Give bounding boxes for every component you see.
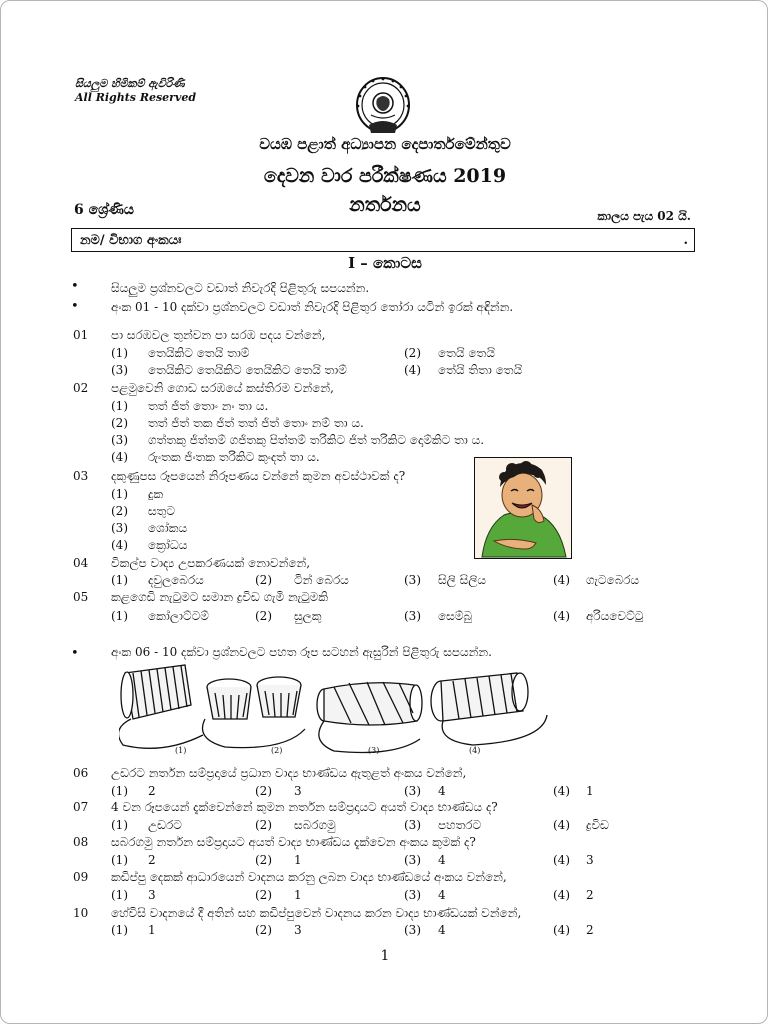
option-text[interactable]: සෙම්බු: [438, 609, 473, 623]
option-marker: (1): [111, 888, 128, 902]
question-number: 07: [73, 800, 89, 814]
option-text[interactable]: 3: [148, 888, 156, 902]
option-text[interactable]: තෙයිකිට තෙයි තාම්: [148, 346, 250, 360]
question-text: සබරගමු නර්තන සම්ප්‍රදායට අයත් වාද්‍ය භාණ්ඩය දැක්වෙන අංකය කුමක් ද?: [111, 835, 476, 849]
drum-label: (1): [175, 746, 187, 755]
drum-1-icon: [119, 665, 203, 748]
option-text[interactable]: දුක: [148, 487, 164, 501]
question-text: හේවිසි වාදනයේ දී අතින් සහ කඩිප්පුවෙන් වාදනය කරන වාද්‍ය භාණ්ඩයක් වන්නේ,: [111, 906, 522, 920]
question-text: 4 වන රූපයෙන් දැක්වෙන්නේ කුමන නර්තන සම්ප්‍රදායට අයත් වාද්‍ය භාණ්ඩය ද?: [111, 800, 498, 814]
option-marker: (3): [111, 433, 128, 447]
option-text[interactable]: තත් ජිත් තොං නං තා ය.: [148, 399, 269, 413]
option-text[interactable]: 4: [438, 923, 446, 937]
option-marker: (3): [404, 573, 421, 587]
option-marker: (4): [553, 784, 570, 798]
option-marker: (1): [111, 346, 128, 360]
drum-2-icon: [203, 677, 306, 748]
option-text[interactable]: රුංතක ජිංතක තරිකිට කුංදත් තා ය.: [148, 450, 320, 464]
option-text[interactable]: 3: [586, 853, 594, 867]
question-text: පළමුවෙනි ගොඩ සරඹයේ කස්තිරම වන්නේ,: [111, 381, 334, 395]
option-marker: (4): [111, 538, 128, 552]
option-marker: (1): [111, 399, 128, 413]
drum-label: (4): [469, 746, 481, 755]
option-marker: (3): [404, 784, 421, 798]
option-marker: (2): [111, 504, 128, 518]
subject-title: නර්තනය: [349, 194, 421, 216]
rights-sinhala: සියලුම හිමිකම් ඇවිරිණි: [75, 77, 185, 90]
option-text[interactable]: 4: [438, 888, 446, 902]
option-marker: (4): [404, 363, 421, 377]
instruction-3: අංක 06 - 10 දක්වා ප්‍රශ්නවලට පහත රූප සටහන් ඇසුරින් පිළිතුරු සපයන්න.: [111, 645, 492, 659]
option-text[interactable]: ද්‍රවිඩ: [586, 818, 609, 832]
question-number: 02: [73, 381, 89, 395]
question-number: 03: [73, 469, 89, 483]
option-text[interactable]: ගැටබෙරය: [586, 573, 640, 587]
bullet-icon: •: [71, 279, 79, 294]
option-text[interactable]: සුලකු: [294, 609, 322, 623]
exam-title: දෙවන වාර පරීක්ෂණය 2019: [263, 165, 507, 187]
option-text[interactable]: අරියවෙට්ටු: [586, 609, 644, 623]
option-text[interactable]: 1: [148, 923, 156, 937]
option-marker: (2): [404, 346, 421, 360]
drum-label: (3): [368, 746, 380, 755]
option-marker: (4): [111, 450, 128, 464]
option-marker: (2): [255, 784, 272, 798]
option-marker: (1): [111, 923, 128, 937]
option-marker: (3): [404, 888, 421, 902]
option-text[interactable]: දවුලබෙරය: [148, 573, 204, 587]
instruction-1: සියලුම ප්‍රශ්නවලට වඩාත් නිවැරදි පිළිතුරු සපයන්න.: [111, 281, 370, 295]
option-text[interactable]: තත් ජිත් තක ජිත් තත් ජිත් තොං නම් තා ය.: [148, 416, 364, 430]
option-text[interactable]: පහතරට: [438, 818, 482, 832]
option-text[interactable]: 3: [294, 784, 302, 798]
time-label: කාලය පැය 02 යි.: [597, 209, 691, 223]
option-text[interactable]: උඩරට: [148, 818, 182, 832]
option-marker: (2): [255, 853, 272, 867]
instruction-2: අංක 01 - 10 දක්වා ප්‍රශ්නවලට වඩාත් නිවැරදි පිළිතුර තෝරා යටින් ඉරක් අඳින්න.: [111, 300, 514, 314]
option-marker: (4): [553, 853, 570, 867]
option-text[interactable]: ශෝකය: [148, 521, 188, 535]
option-text[interactable]: ටින් බෙරය: [294, 573, 349, 587]
option-text[interactable]: 1: [586, 784, 594, 798]
option-marker: (1): [111, 573, 128, 587]
option-text[interactable]: තෙයි තෙයි: [438, 346, 495, 360]
option-marker: (4): [553, 609, 570, 623]
question-number: 06: [73, 766, 89, 780]
emblem-icon: [355, 75, 411, 139]
option-marker: (2): [255, 609, 272, 623]
option-marker: (2): [255, 888, 272, 902]
option-text[interactable]: සිලි සිලිය: [438, 573, 487, 587]
question-number: 04: [73, 556, 89, 570]
drum-label: (2): [271, 746, 283, 755]
option-marker: (3): [404, 853, 421, 867]
option-text[interactable]: 4: [438, 784, 446, 798]
rights-english: All Rights Reserved: [75, 91, 197, 104]
question-text: දකුණුපස රූපයෙන් නිරූපණය වන්නේ කුමන අවස්ථාවක් ද?: [111, 469, 406, 483]
option-marker: (3): [111, 521, 128, 535]
option-text[interactable]: තෙයිකිට තෙයිකිට තෙයිකිට තෙයි තාම්: [148, 363, 347, 377]
option-marker: (1): [111, 487, 128, 501]
drum-3-icon: [317, 682, 422, 753]
question-number: 08: [73, 835, 89, 849]
department-title: වයඹ පළාත් අධ්‍යාපන දෙපාර්තමේන්තුව: [259, 135, 511, 153]
question-text: උඩරට නර්තන සම්ප්‍රදායේ ප්‍රධාන වාද්‍ය භාණ්ඩය ඇතුළත් අංකය වන්නේ,: [111, 766, 467, 780]
option-text[interactable]: 1: [294, 888, 302, 902]
option-text[interactable]: 4: [438, 853, 446, 867]
question-text: විකල්ප වාද්‍ය උපකරණයක් නොවන්නේ,: [111, 556, 311, 570]
option-marker: (4): [553, 923, 570, 937]
option-text[interactable]: සතුට: [148, 504, 176, 518]
option-text[interactable]: 2: [148, 853, 156, 867]
option-marker: (2): [255, 573, 272, 587]
drum-4-icon: [431, 673, 547, 745]
option-text[interactable]: ගත්තකු ජිත්තම් ගජිතකු පිත්තම් තරිකිට ජිත් තරිකිට දොම්කිට තා ය.: [148, 433, 485, 447]
option-marker: (4): [553, 573, 570, 587]
option-text[interactable]: සබරගමු: [294, 818, 336, 832]
option-marker: (2): [255, 923, 272, 937]
option-marker: (1): [111, 609, 128, 623]
rights-notice: [75, 77, 196, 105]
option-marker: (3): [404, 818, 421, 832]
option-marker: (1): [111, 818, 128, 832]
question-text: පා සරඹවල තුන්වන පා සරඹ පදය වන්නේ,: [111, 328, 326, 342]
option-text[interactable]: 2: [586, 923, 594, 937]
question-number: 05: [73, 590, 89, 604]
option-text[interactable]: කෝලාට්ටම්: [148, 609, 209, 623]
option-marker: (3): [111, 363, 128, 377]
option-marker: (2): [111, 416, 128, 430]
option-text[interactable]: 2: [586, 888, 594, 902]
name-field-dot: .: [683, 233, 688, 248]
page-number: 1: [380, 948, 390, 964]
option-marker: (1): [111, 853, 128, 867]
name-field-label: නම/ විභාග අංකයඃ: [80, 233, 182, 248]
option-marker: (3): [404, 923, 421, 937]
option-text[interactable]: 1: [294, 853, 302, 867]
question-number: 01: [73, 328, 89, 342]
grade-label: 6 ශ්‍රේණිය: [74, 202, 134, 218]
name-index-field[interactable]: [71, 228, 695, 252]
question-number: 09: [73, 870, 89, 884]
option-marker: (4): [553, 888, 570, 902]
option-text[interactable]: තේයි තිතා තෙයි: [438, 363, 523, 377]
option-marker: (4): [553, 818, 570, 832]
laughing-child-image: [474, 457, 572, 559]
option-marker: (2): [255, 818, 272, 832]
drums-image: [119, 663, 553, 759]
option-text[interactable]: 3: [294, 923, 302, 937]
bullet-icon: •: [71, 646, 79, 661]
question-text: කඩිප්පු දෙකක් ආධාරයෙන් වාදනය කරනු ලබන වාද්‍ය භාණ්ඩයේ අංකය වන්නේ,: [111, 870, 507, 884]
option-marker: (3): [404, 609, 421, 623]
option-marker: (1): [111, 784, 128, 798]
question-number: 10: [73, 906, 89, 920]
section-title: I – කොටස: [348, 254, 422, 272]
bullet-icon: •: [71, 299, 79, 314]
question-text: කළගෙඩි නැටුමට සමාන ද්‍රවිඩ ගැමි නැටුමකි: [111, 590, 329, 604]
option-text[interactable]: 2: [148, 784, 156, 798]
option-text[interactable]: ක්‍රෝධය: [148, 538, 188, 552]
